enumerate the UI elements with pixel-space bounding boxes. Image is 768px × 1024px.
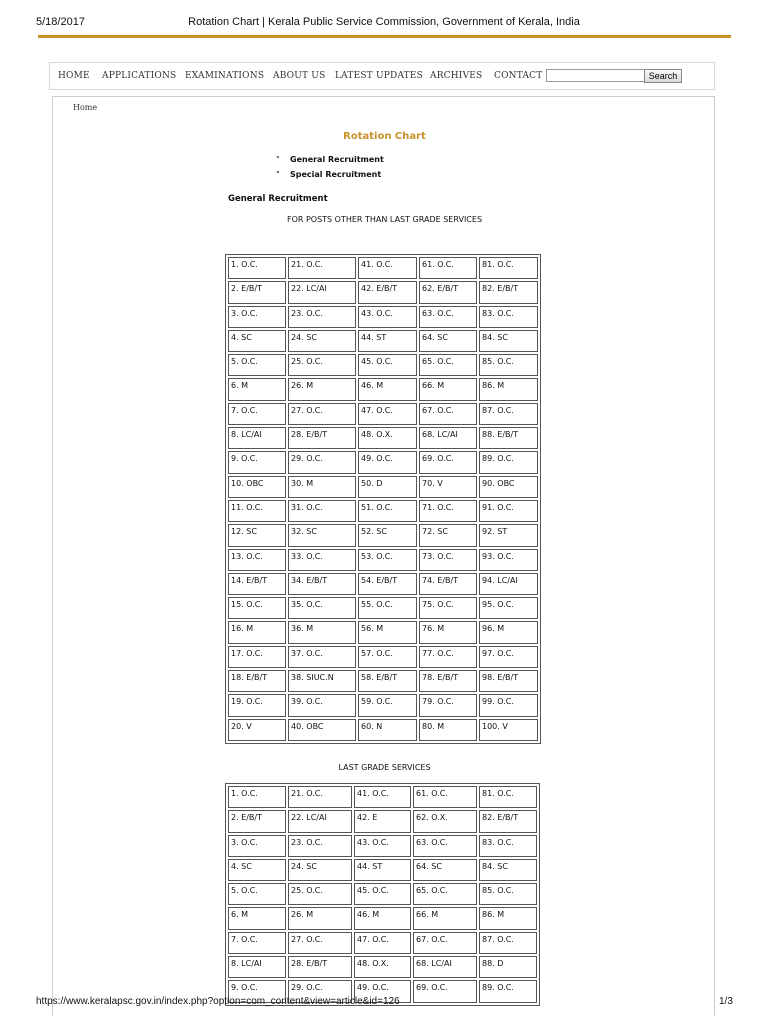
table-cell: 83. O.C. bbox=[479, 306, 538, 328]
nav-archives[interactable]: ARCHIVES bbox=[430, 71, 483, 81]
table-cell: 9. O.C. bbox=[228, 451, 286, 473]
nav-contact[interactable]: CONTACT bbox=[494, 71, 543, 81]
table-cell: 88. E/B/T bbox=[479, 427, 538, 449]
table-cell: 22. LC/AI bbox=[288, 810, 352, 832]
table-cell: 54. E/B/T bbox=[358, 573, 417, 595]
table-cell: 48. O.X. bbox=[358, 427, 417, 449]
table-cell: 39. O.C. bbox=[288, 694, 356, 716]
table-cell: 68. LC/AI bbox=[419, 427, 477, 449]
table-cell: 7. O.C. bbox=[228, 403, 286, 425]
table1-caption: FOR POSTS OTHER THAN LAST GRADE SERVICES bbox=[286, 215, 483, 224]
table-cell: 88. D bbox=[479, 956, 537, 978]
table-cell: 87. O.C. bbox=[479, 932, 537, 954]
table-cell: 42. E/B/T bbox=[358, 281, 417, 303]
table-cell: 42. E bbox=[354, 810, 411, 832]
table-cell: 89. O.C. bbox=[479, 451, 538, 473]
table-cell: 45. O.C. bbox=[358, 354, 417, 376]
table-cell: 86. M bbox=[479, 907, 537, 929]
bullet-mark: " bbox=[276, 155, 280, 164]
table-cell: 41. O.C. bbox=[358, 257, 417, 279]
table-cell: 75. O.C. bbox=[419, 597, 477, 619]
table-cell: 49. O.C. bbox=[354, 980, 411, 1002]
table-cell: 52. SC bbox=[358, 524, 417, 546]
search-button[interactable]: Search bbox=[644, 69, 682, 83]
link-label: Special Recruitment bbox=[290, 170, 382, 179]
print-date: 5/18/2017 bbox=[36, 16, 85, 28]
header-divider bbox=[38, 35, 731, 38]
table-cell: 31. O.C. bbox=[288, 500, 356, 522]
table-cell: 68. LC/AI bbox=[413, 956, 477, 978]
table-row bbox=[228, 500, 538, 522]
table-row bbox=[228, 621, 538, 643]
table-cell: 81. O.C. bbox=[479, 786, 537, 808]
table-cell: 87. O.C. bbox=[479, 403, 538, 425]
table-cell: 100. V bbox=[479, 719, 538, 741]
table-cell: 62. E/B/T bbox=[419, 281, 477, 303]
table-cell: 34. E/B/T bbox=[288, 573, 356, 595]
nav-examinations[interactable]: EXAMINATIONS bbox=[185, 71, 265, 81]
table-cell: 7. O.C. bbox=[228, 932, 286, 954]
table-cell: 22. LC/AI bbox=[288, 281, 356, 303]
table-cell: 8. LC/AI bbox=[228, 427, 286, 449]
table-cell: 67. O.C. bbox=[419, 403, 477, 425]
table-row bbox=[228, 427, 538, 449]
bullet-mark: " bbox=[276, 170, 280, 179]
table-row bbox=[228, 306, 538, 328]
table-cell: 15. O.C. bbox=[228, 597, 286, 619]
table-cell: 13. O.C. bbox=[228, 549, 286, 571]
table-cell: 76. M bbox=[419, 621, 477, 643]
table-cell: 61. O.C. bbox=[413, 786, 477, 808]
table-cell: 3. O.C. bbox=[228, 835, 286, 857]
table-cell: 10. OBC bbox=[228, 476, 286, 498]
table-cell: 84. SC bbox=[479, 859, 537, 881]
table-cell: 44. ST bbox=[358, 330, 417, 352]
table-cell: 64. SC bbox=[413, 859, 477, 881]
table-row bbox=[228, 403, 538, 425]
table-cell: 81. O.C. bbox=[479, 257, 538, 279]
table-cell: 53. O.C. bbox=[358, 549, 417, 571]
table-cell: 21. O.C. bbox=[288, 786, 352, 808]
table-row bbox=[228, 476, 538, 498]
table2-caption: LAST GRADE SERVICES bbox=[338, 763, 431, 772]
table-cell: 80. M bbox=[419, 719, 477, 741]
table-cell: 23. O.C. bbox=[288, 835, 352, 857]
table-cell: 82. E/B/T bbox=[479, 810, 537, 832]
table-row bbox=[228, 354, 538, 376]
table-cell: 56. M bbox=[358, 621, 417, 643]
content-panel bbox=[52, 96, 715, 1016]
table-cell: 83. O.C. bbox=[479, 835, 537, 857]
table-cell: 3. O.C. bbox=[228, 306, 286, 328]
table-row bbox=[228, 810, 537, 832]
table-cell: 82. E/B/T bbox=[479, 281, 538, 303]
table-cell: 71. O.C. bbox=[419, 500, 477, 522]
table-row bbox=[228, 330, 538, 352]
table-cell: 67. O.C. bbox=[413, 932, 477, 954]
table-cell: 44. ST bbox=[354, 859, 411, 881]
table-cell: 60. N bbox=[358, 719, 417, 741]
nav-applications[interactable]: APPLICATIONS bbox=[102, 71, 177, 81]
table-cell: 29. O.C. bbox=[288, 451, 356, 473]
table-cell: 43. O.C. bbox=[354, 835, 411, 857]
table-cell: 55. O.C. bbox=[358, 597, 417, 619]
table-row bbox=[228, 549, 538, 571]
table-row bbox=[228, 932, 537, 954]
table-cell: 6. M bbox=[228, 378, 286, 400]
document-title: Rotation Chart | Kerala Public Service Commission, Government of Kerala, India bbox=[188, 16, 580, 28]
table-cell: 32. SC bbox=[288, 524, 356, 546]
table-cell: 65. O.C. bbox=[419, 354, 477, 376]
table-cell: 78. E/B/T bbox=[419, 670, 477, 692]
rotation-table-general bbox=[225, 254, 541, 744]
breadcrumb[interactable]: Home bbox=[73, 103, 98, 112]
table-cell: 28. E/B/T bbox=[288, 427, 356, 449]
main-navigation bbox=[49, 62, 715, 90]
page-title: Rotation Chart bbox=[343, 131, 426, 142]
table-cell: 41. O.C. bbox=[354, 786, 411, 808]
table-cell: 47. O.C. bbox=[354, 932, 411, 954]
table-cell: 96. M bbox=[479, 621, 538, 643]
table-cell: 69. O.C. bbox=[419, 451, 477, 473]
table-cell: 2. E/B/T bbox=[228, 810, 286, 832]
table-cell: 86. M bbox=[479, 378, 538, 400]
table-cell: 25. O.C. bbox=[288, 354, 356, 376]
table-cell: 43. O.C. bbox=[358, 306, 417, 328]
table-cell: 40. OBC bbox=[288, 719, 356, 741]
nav-about-us[interactable]: ABOUT US bbox=[273, 71, 326, 81]
table-cell: 28. E/B/T bbox=[288, 956, 352, 978]
table-cell: 8. LC/AI bbox=[228, 956, 286, 978]
table-cell: 5. O.C. bbox=[228, 883, 286, 905]
table-row bbox=[228, 719, 538, 741]
table-row bbox=[228, 786, 537, 808]
link-general-recruitment[interactable] bbox=[276, 155, 384, 164]
table-cell: 24. SC bbox=[288, 330, 356, 352]
table-cell: 63. O.C. bbox=[413, 835, 477, 857]
table-cell: 25. O.C. bbox=[288, 883, 352, 905]
table-cell: 24. SC bbox=[288, 859, 352, 881]
page-number: 1/3 bbox=[719, 996, 733, 1007]
table-row bbox=[228, 646, 538, 668]
table-cell: 26. M bbox=[288, 378, 356, 400]
table-row bbox=[228, 378, 538, 400]
table-cell: 59. O.C. bbox=[358, 694, 417, 716]
table-cell: 79. O.C. bbox=[419, 694, 477, 716]
table-cell: 63. O.C. bbox=[419, 306, 477, 328]
table-cell: 17. O.C. bbox=[228, 646, 286, 668]
table-cell: 1. O.C. bbox=[228, 257, 286, 279]
table-cell: 98. E/B/T bbox=[479, 670, 538, 692]
table-cell: 50. D bbox=[358, 476, 417, 498]
table-cell: 4. SC bbox=[228, 330, 286, 352]
table-row bbox=[228, 451, 538, 473]
table-cell: 4. SC bbox=[228, 859, 286, 881]
table-row bbox=[228, 573, 538, 595]
table-cell: 47. O.C. bbox=[358, 403, 417, 425]
print-url: https://www.keralapsc.gov.in/index.php?option=com_content&view=article&id=126 bbox=[36, 996, 400, 1007]
table-cell: 36. M bbox=[288, 621, 356, 643]
table-cell: 46. M bbox=[358, 378, 417, 400]
table-cell: 94. LC/AI bbox=[479, 573, 538, 595]
table-row bbox=[228, 524, 538, 546]
table-cell: 99. O.C. bbox=[479, 694, 538, 716]
table-row bbox=[228, 281, 538, 303]
table-cell: 69. O.C. bbox=[413, 980, 477, 1002]
table-cell: 46. M bbox=[354, 907, 411, 929]
table-row bbox=[228, 597, 538, 619]
rotation-table-last-grade bbox=[225, 783, 540, 1006]
table-cell: 2. E/B/T bbox=[228, 281, 286, 303]
table-cell: 64. SC bbox=[419, 330, 477, 352]
table-cell: 14. E/B/T bbox=[228, 573, 286, 595]
table-row bbox=[228, 859, 537, 881]
section-heading: General Recruitment bbox=[228, 194, 328, 204]
table-row bbox=[228, 883, 537, 905]
table-row bbox=[228, 670, 538, 692]
table-row bbox=[228, 694, 538, 716]
table-cell: 49. O.C. bbox=[358, 451, 417, 473]
link-special-recruitment[interactable] bbox=[276, 170, 382, 179]
table-cell: 65. O.C. bbox=[413, 883, 477, 905]
table-cell: 33. O.C. bbox=[288, 549, 356, 571]
table-cell: 92. ST bbox=[479, 524, 538, 546]
table-cell: 5. O.C. bbox=[228, 354, 286, 376]
table-cell: 89. O.C. bbox=[479, 980, 537, 1002]
table-cell: 72. SC bbox=[419, 524, 477, 546]
table-cell: 66. M bbox=[413, 907, 477, 929]
table-cell: 66. M bbox=[419, 378, 477, 400]
table-cell: 37. O.C. bbox=[288, 646, 356, 668]
table-cell: 27. O.C. bbox=[288, 932, 352, 954]
table-cell: 1. O.C. bbox=[228, 786, 286, 808]
table-cell: 18. E/B/T bbox=[228, 670, 286, 692]
table-cell: 51. O.C. bbox=[358, 500, 417, 522]
table-row bbox=[228, 257, 538, 279]
table-cell: 91. O.C. bbox=[479, 500, 538, 522]
table-cell: 90. OBC bbox=[479, 476, 538, 498]
table-cell: 95. O.C. bbox=[479, 597, 538, 619]
table-cell: 85. O.C. bbox=[479, 883, 537, 905]
table-cell: 16. M bbox=[228, 621, 286, 643]
table-cell: 48. O.X. bbox=[354, 956, 411, 978]
table-cell: 12. SC bbox=[228, 524, 286, 546]
table-cell: 26. M bbox=[288, 907, 352, 929]
table-cell: 38. SIUC.N bbox=[288, 670, 356, 692]
table-cell: 73. O.C. bbox=[419, 549, 477, 571]
table-cell: 30. M bbox=[288, 476, 356, 498]
table-cell: 21. O.C. bbox=[288, 257, 356, 279]
nav-home[interactable]: HOME bbox=[58, 71, 90, 81]
table-cell: 74. E/B/T bbox=[419, 573, 477, 595]
table-row bbox=[228, 956, 537, 978]
table-cell: 6. M bbox=[228, 907, 286, 929]
table-cell: 11. O.C. bbox=[228, 500, 286, 522]
nav-latest-updates[interactable]: LATEST UPDATES bbox=[335, 71, 423, 81]
table-cell: 84. SC bbox=[479, 330, 538, 352]
table-cell: 19. O.C. bbox=[228, 694, 286, 716]
link-label: General Recruitment bbox=[290, 155, 384, 164]
table-cell: 97. O.C. bbox=[479, 646, 538, 668]
table-cell: 57. O.C. bbox=[358, 646, 417, 668]
table-row bbox=[228, 835, 537, 857]
table-cell: 93. O.C. bbox=[479, 549, 538, 571]
table-cell: 29. O.C. bbox=[288, 980, 352, 1002]
table-cell: 9. O.C. bbox=[228, 980, 286, 1002]
table-cell: 20. V bbox=[228, 719, 286, 741]
table-cell: 35. O.C. bbox=[288, 597, 356, 619]
table-cell: 45. O.C. bbox=[354, 883, 411, 905]
table-cell: 27. O.C. bbox=[288, 403, 356, 425]
table-cell: 62. O.X. bbox=[413, 810, 477, 832]
table-cell: 23. O.C. bbox=[288, 306, 356, 328]
table-cell: 61. O.C. bbox=[419, 257, 477, 279]
table-cell: 58. E/B/T bbox=[358, 670, 417, 692]
table-row bbox=[228, 907, 537, 929]
table-cell: 77. O.C. bbox=[419, 646, 477, 668]
table-cell: 70. V bbox=[419, 476, 477, 498]
table-cell: 85. O.C. bbox=[479, 354, 538, 376]
